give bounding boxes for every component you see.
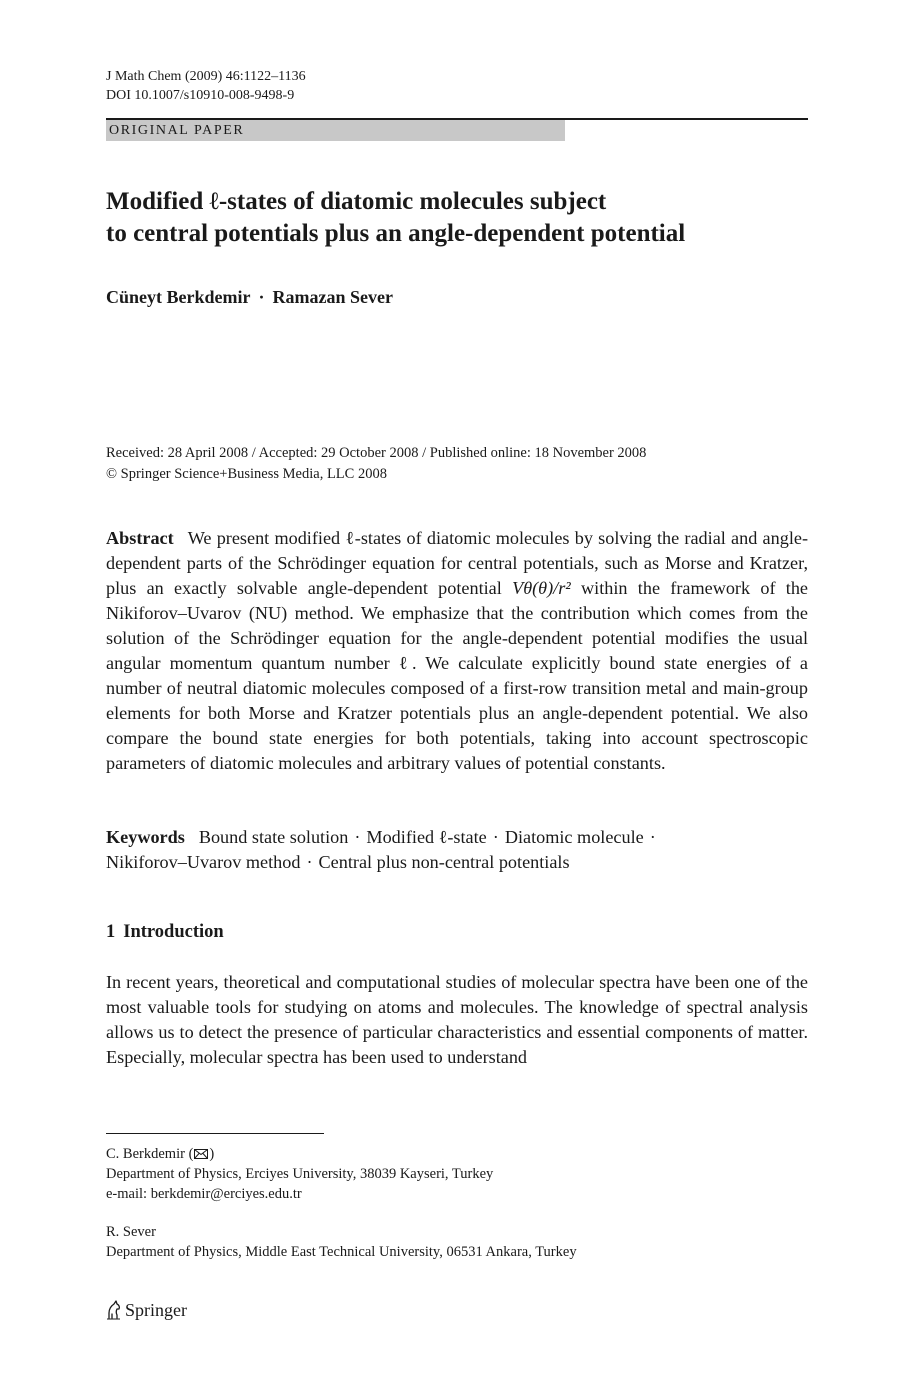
keyword-separator: · bbox=[492, 827, 499, 847]
formula: Vθ(θ)/r² bbox=[512, 578, 571, 598]
affiliation-address: Department of Physics, Erciyes University, 38039 Kayseri, Turkey bbox=[106, 1166, 494, 1182]
journal-citation: J Math Chem (2009) 46:1122–1136 bbox=[106, 69, 306, 84]
author-name: Ramazan Sever bbox=[272, 287, 393, 307]
author-email[interactable]: e-mail: berkdemir@erciyes.edu.tr bbox=[106, 1186, 302, 1202]
publisher-logo bbox=[106, 1298, 187, 1322]
section-heading bbox=[106, 919, 224, 945]
paper-title bbox=[106, 186, 826, 250]
keyword: Diatomic molecule bbox=[504, 827, 644, 847]
keyword: Nikiforov–Uvarov method bbox=[106, 852, 301, 872]
doi: DOI 10.1007/s10910-008-9498-9 bbox=[106, 88, 295, 103]
article-type-band: ORIGINAL PAPER bbox=[106, 120, 565, 141]
envelope-icon bbox=[194, 1149, 208, 1159]
abstract-text: We present modified ℓ-states of diatomic molecules by solving the radial and angle-dependent parts of the Schrödinger equation for central potentials, such as Morse and Kratzer, plus an exactly solvable angle-dependent potential bbox=[106, 528, 808, 598]
springer-horse-icon bbox=[106, 1300, 121, 1320]
publication-history bbox=[106, 443, 646, 485]
title-line-2: to central potentials plus an angle-dependent potential bbox=[106, 220, 686, 247]
abstract-text: within the framework of the Nikiforov–Uvarov (NU) method. We emphasize that the contribution which comes from the solution of the Schrödinger equation for the angle-dependent potential modifies the usual angular momentum quantum number ℓ. We calculate explicitly bound state energies of a number of neutral diatomic molecules composed of a first-row transition metal and main-group elements for both Morse and Kratzer potentials plus an angle-dependent potential. We also compare the bound state energies for both potentials, taking into account spectroscopic parameters of diatomic molecules and arbitrary values of potential constants. bbox=[106, 578, 808, 773]
abstract-heading: Abstract bbox=[106, 528, 174, 548]
author-name: Cüneyt Berkdemir bbox=[106, 287, 251, 307]
affiliation-name: R. Sever bbox=[106, 1224, 156, 1240]
publisher-name: Springer bbox=[125, 1300, 187, 1320]
keyword: Bound state solution bbox=[198, 827, 349, 847]
affiliation-name: C. Berkdemir bbox=[106, 1146, 185, 1162]
affiliation-address: Department of Physics, Middle East Technical University, 06531 Ankara, Turkey bbox=[106, 1244, 577, 1260]
keyword-separator: · bbox=[306, 852, 313, 872]
dates-line: Received: 28 April 2008 / Accepted: 29 October 2008 / Published online: 18 November 2008 bbox=[106, 445, 647, 461]
keywords bbox=[106, 825, 808, 875]
introduction-paragraph: In recent years, theoretical and computational studies of molecular spectra have been one of the most valuable tools for studying on atoms and molecules. The knowledge of spectral analysis allows us to detect the presence of particular characteristics and essential components of matter. Especially, molecular spectra has been used to understand bbox=[106, 972, 808, 1067]
abstract bbox=[106, 526, 808, 776]
author-list bbox=[106, 285, 393, 309]
keyword-separator: · bbox=[354, 827, 361, 847]
author-separator: · bbox=[258, 287, 265, 307]
affiliation-author-2 bbox=[106, 1222, 577, 1262]
footnote-rule bbox=[106, 1133, 324, 1134]
keywords-heading: Keywords bbox=[106, 827, 185, 847]
section-number: 1 bbox=[106, 922, 116, 942]
title-line-1: Modified ℓ-states of diatomic molecules subject bbox=[106, 188, 607, 215]
copyright-line: © Springer Science+Business Media, LLC 2008 bbox=[106, 466, 387, 482]
keyword-separator: · bbox=[649, 827, 656, 847]
keyword: Central plus non-central potentials bbox=[318, 852, 570, 872]
affiliation-author-1 bbox=[106, 1144, 493, 1204]
section-title: Introduction bbox=[123, 922, 224, 942]
keyword: Modified ℓ-state bbox=[366, 827, 487, 847]
affiliation-name-line: C. Berkdemir ( ) bbox=[106, 1146, 215, 1162]
